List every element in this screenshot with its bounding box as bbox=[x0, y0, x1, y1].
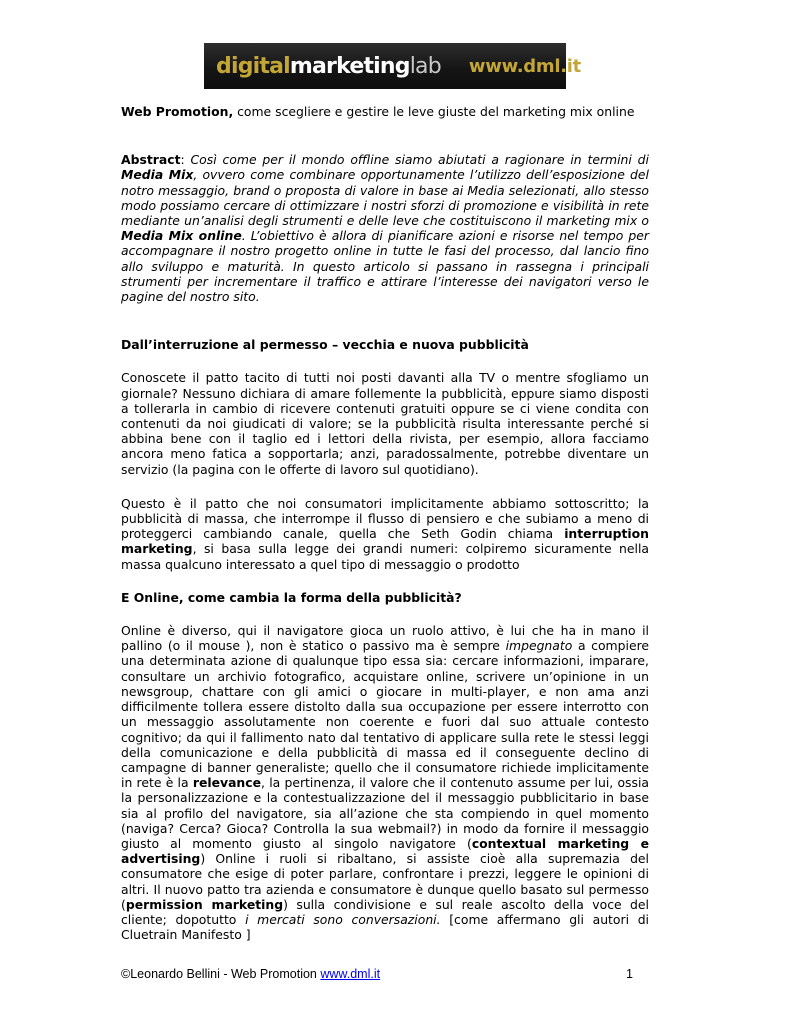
abstract-paragraph: Abstract: Così come per il mondo offline siamo abiutati a ragionare in termini di Media Mix, ovvero come combinare opportunamente l’utilizzo dell’esposizione del notro messaggio, brand o proposta di valore in base ai Media selezionati, allo stesso modo possiamo cercare di ottimizzare i nostri sforzi di promozione e visibilità in rete mediante un’analisi degli strumenti e delle leve che costituiscono il marketing mix o Media Mix online. L’obiettivo è allora di pianificare azioni e risorse nel tempo per accompagnare il nostro progetto online in tutte le fasi del processo, dal lancio fino allo sviluppo e maturità. In questo articolo si passano in rassegna i principali strumenti per incrementare il traffico e attirare l’interesse dei navigatori verso le pagine del nostro sito. bbox=[121, 152, 650, 305]
logo-word-marketing: marketing bbox=[289, 53, 410, 79]
paragraph-2 bbox=[121, 496, 649, 572]
footer-link[interactable]: www.dml.it bbox=[320, 967, 381, 981]
document-title bbox=[121, 104, 649, 119]
paragraph-2-bold: interruption marketing bbox=[121, 526, 649, 557]
title-bold: Web Promotion, bbox=[121, 104, 234, 119]
abstract-label: Abstract bbox=[121, 152, 181, 168]
paragraph-3-text-2: a compiere una determinata azione di qualunque tipo essa sia: cercare informazioni, imparare, consultare un archivio fotografico, acquistare online, scrivere un’opinione in un newsgroup, chattare con gli amici o giocare in multi-player, e non ama anzi difficilmente tollera essere distolto dalla sua occupazione per essere interrotto con un messaggio assolutamente non coerente e fuori dal suo attuale contesto cognitivo; da qui il fallimento nato dal tentativo di applicare sulla rete le stessi leggi della comunicazione e della pubblicità di massa ed il conseguente declino di campagne di banner generaliste; quello che il consumatore richiede implicitamente in rete è la bbox=[121, 638, 650, 791]
logo-word-lab: lab bbox=[409, 53, 441, 79]
logo-url: www.dml.it bbox=[468, 55, 581, 77]
dml-logo-banner bbox=[204, 43, 581, 89]
paragraph-3-text-1: Online è diverso, qui il navigatore gioca un ruolo attivo, è lui che ha in mano il pallino (o il mouse ), non è statico o passivo ma è sempre bbox=[121, 623, 649, 654]
paragraph-3-bold-3: permission marketing bbox=[125, 896, 284, 912]
paragraph-3 bbox=[121, 623, 649, 942]
paragraph-3-text-6: [come affermano gli autori di Cluetrain Manifesto ] bbox=[121, 911, 649, 943]
abstract-bold-2: Media Mix online bbox=[121, 228, 242, 244]
abstract-bold-1: Media Mix bbox=[121, 167, 194, 183]
paragraph-3-bold-1: relevance bbox=[192, 775, 262, 791]
paragraph-3-text-3: , la pertinenza, il valore che il contenuto assume per lui, ossia la personalizzazione e la contestualizzazione del il messaggio pubblicitario in base sia al profilo del navigatore, sia all’azione che sta compiendo in quel momento (naviga? Cerca? Gioca? Controlla la sua webmail?) in modo da fornire il messaggio giusto al momento giusto al singolo navigatore ( bbox=[121, 775, 649, 851]
logo-word-digital: digital bbox=[216, 53, 290, 79]
abstract-text-3: . L’obiettivo è allora di pianificare azioni e risorse nel tempo per accompagnare il nostro progetto online in tutte le fasi del processo, dal lancio fino allo sviluppo e maturità. In questo articolo si passano in rassegna i principali strumenti per incrementare il traffico e attirare l’interesse dei navigatori verso le pagine del nostro sito. bbox=[121, 228, 650, 305]
footer-text: ©Leonardo Bellini - Web Promotion bbox=[121, 967, 321, 981]
paragraph-2-text-2: , si basa sulla legge dei grandi numeri: colpiremo sicuramente nella massa qualcuno interessato a quel tipo di messaggio o prodotto bbox=[121, 541, 649, 572]
paragraph-2-text-1: Questo è il patto che noi consumatori implicitamente abbiamo sottoscritto; la pubblicità di massa, che interrompe il flusso di pensiero e che subiamo a meno di proteggerci cambiando canale, quella che Seth Godin chiama bbox=[121, 495, 649, 542]
section-heading-1: Dall’interruzione al permesso – vecchia e nuova pubblicità bbox=[121, 337, 529, 353]
section-heading-2: E Online, come cambia la forma della pubblicità? bbox=[121, 589, 462, 605]
abstract-text-1: Così come per il mondo offline siamo abiutati a ragionare in termini di bbox=[190, 152, 649, 168]
page-number: 1 bbox=[626, 967, 633, 981]
title-rest: come scegliere e gestire le leve giuste del marketing mix online bbox=[233, 104, 635, 119]
page-footer bbox=[121, 967, 633, 981]
paragraph-3-text-4: ) Online i ruoli si ribaltano, si assiste cioè alla supremazia del consumatore che esige di poter parlare, confrontare i prezzi, leggere le opinioni di altri. Il nuovo patto tra azienda e consumatore è dunque quello basato sul permesso ( bbox=[121, 851, 649, 912]
paragraph-3-italic-1: impegnato bbox=[505, 638, 573, 654]
paragraph-3-text-5: ) sulla condivisione e sul reale ascolto della voce del cliente; dopotutto bbox=[121, 896, 649, 927]
paragraph-1: Conoscete il patto tacito di tutti noi posti davanti alla TV o mentre sfogliamo un giornale? Nessuno dichiara di amare follemente la pubblicità, eppure siamo disposti a tollerarla in cambio di ricevere contenuti gratuiti oppure se ci viene condita con contenuti da noi giudicati di valore; se la pubblicità risulta interessante perché si abbina bene con il taglio ed i lettori della rivista, per esempio, allora facciamo ancora meno fatica a sopportarla; anzi, paradossalmente, potrebbe diventare un servizio (la pagina con le offerte di lavoro sul quotidiano). bbox=[121, 370, 649, 477]
paragraph-3-italic-2: i mercati sono conversazioni. bbox=[245, 911, 441, 927]
paragraph-3-bold-2: contextual marketing e advertising bbox=[121, 835, 649, 867]
document-body bbox=[121, 100, 649, 942]
abstract-text-2: , ovvero come combinare opportunamente l’utilizzo dell’esposizione del notro messaggio, brand o proposta di valore in base ai Media selezionati, allo stesso modo possiamo cercare di ottimizzare i nostri sforzi di promozione e visibilità in rete mediante un’analisi degli strumenti e delle leve che costituiscono il marketing mix o bbox=[121, 167, 649, 229]
